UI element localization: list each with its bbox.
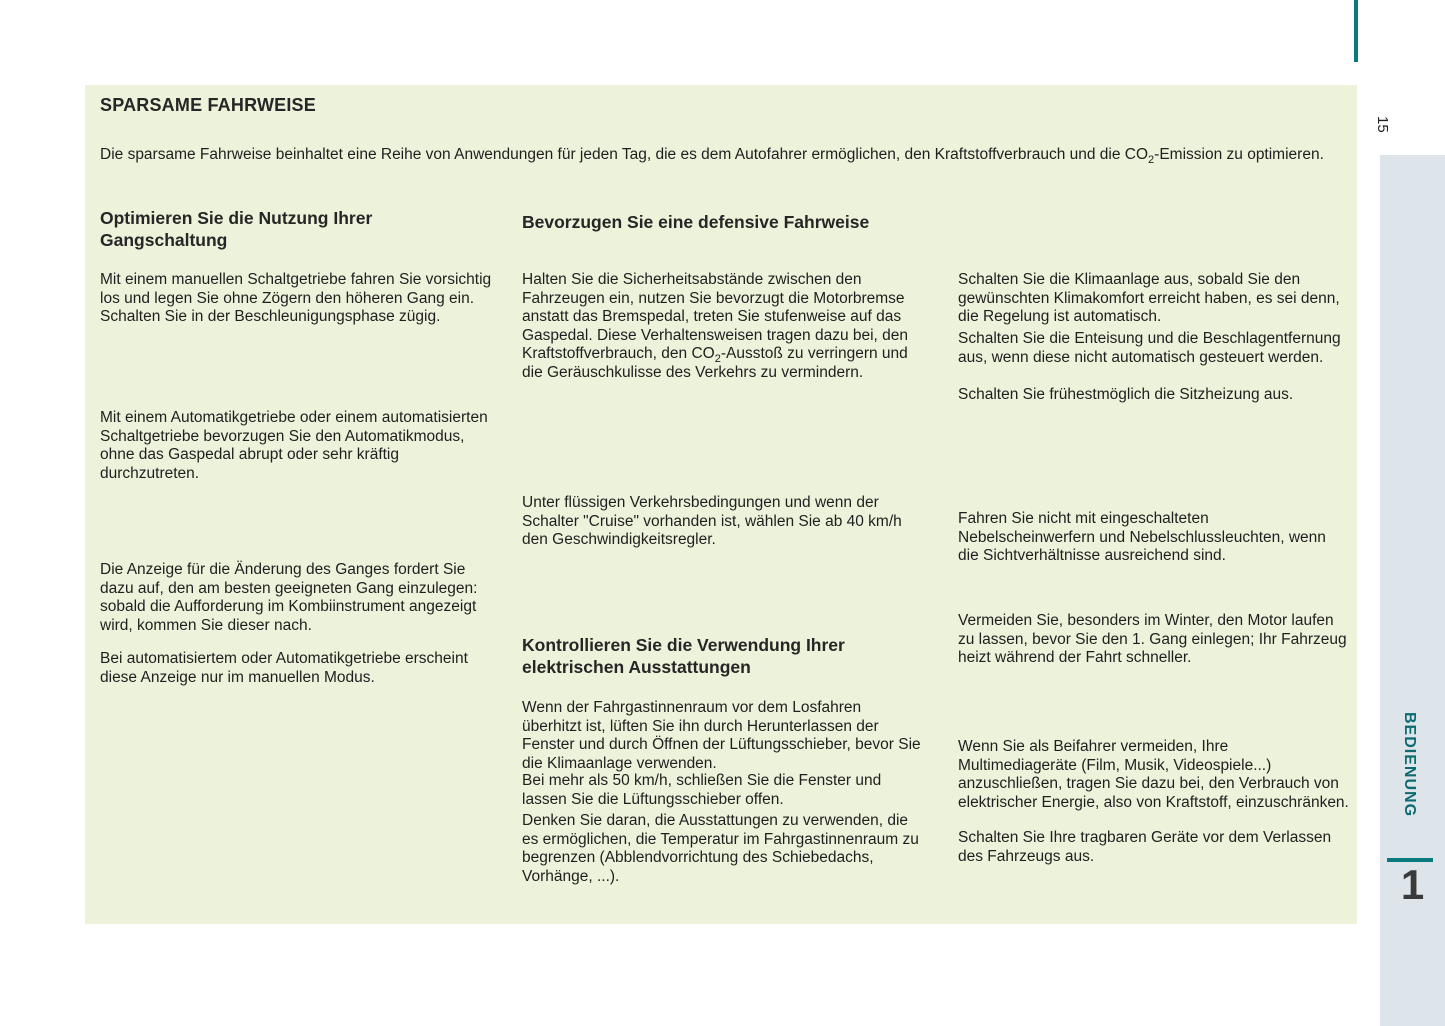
col2-paragraph-4: Bei mehr als 50 km/h, schließen Sie die Fenster und lassen Sie die Lüftungsschieber offen. — [522, 772, 882, 808]
col2-paragraph-1 — [522, 271, 922, 382]
co2-subscript: 2 — [1148, 154, 1155, 167]
col2-heading-2: Kontrollieren Sie die Verwendung Ihrer elektrischen Ausstattungen — [522, 635, 845, 677]
col2-paragraph-3: Wenn der Fahrgastinnenraum vor dem Losfahren überhitzt ist, lüften Sie ihn durch Herunterlassen der Fenster und durch Öffnen der Lüftungsschieber, bevor Sie die Klimaanlage verwenden. — [522, 699, 921, 772]
intro-text: Die sparsame Fahrweise beinhaltet eine Reihe von Anwendungen für jeden Tag, die es dem Autofahrer ermöglichen, den Kraftstoffverbrauch und die CO — [100, 146, 1149, 163]
col1-paragraph-3: Die Anzeige für die Änderung des Ganges fordert Sie dazu auf, den am besten geeigneten Gang einzulegen: sobald die Aufforderung im Kombiinstrument angezeigt wird, kommen Sie dieser nach. — [100, 561, 478, 634]
page-title: SPARSAME FAHRWEISE — [100, 95, 316, 115]
col1-heading: Optimieren Sie die Nutzung Ihrer Gangschaltung — [100, 208, 373, 250]
col2-paragraph-2: Unter flüssigen Verkehrsbedingungen und wenn der Schalter "Cruise" vorhanden ist, wählen Sie ab 40 km/h den Geschwindigkeitsregler. — [522, 494, 902, 548]
col1-paragraph-1: Mit einem manuellen Schaltgetriebe fahren Sie vorsichtig los und legen Sie ohne Zögern den höheren Gang ein. Schalten Sie in der Beschleunigungsphase zügig. — [100, 271, 492, 325]
col2-paragraph-1-text: Halten Sie die Sicherheitsabstände zwischen den Fahrzeugen ein, nutzen Sie bevorzugt die Motorbremse anstatt das Bremspedal, treten Sie stufenweise auf das Gaspedal. Diese Verhaltensweisen tragen dazu bei, den Kraftstoffverbrauch, den CO — [522, 271, 909, 362]
col1-paragraph-4: Bei automatisiertem oder Automatikgetriebe erscheint diese Anzeige nur im manuellen Modus. — [100, 650, 468, 686]
section-label: BEDIENUNG — [1401, 712, 1418, 818]
col3-paragraph-3: Schalten Sie frühestmöglich die Sitzheizung aus. — [958, 386, 1294, 403]
col3-paragraph-4: Fahren Sie nicht mit eingeschalteten Nebelscheinwerfern und Nebelschlussleuchten, wenn die Sichtverhältnisse ausreichend sind. — [958, 510, 1326, 564]
sidebar-strip — [1380, 155, 1445, 1026]
intro-paragraph — [100, 145, 1340, 167]
chapter-number: 1 — [1400, 861, 1425, 908]
col3-paragraph-1: Schalten Sie die Klimaanlage aus, sobald Sie den gewünschten Klimakomfort erreicht haben, es sei denn, die Regelung ist automatisch. — [958, 271, 1340, 325]
col3-paragraph-6: Wenn Sie als Beifahrer vermeiden, Ihre Multimediageräte (Film, Musik, Videospiele...) anzuschließen, tragen Sie dazu bei, den Verbrauch von elektrischer Energie, also von Kraftstoff, einzuschränken. — [958, 738, 1349, 811]
intro-text-cont: -Emission zu optimieren. — [1154, 146, 1324, 163]
col3-paragraph-5: Vermeiden Sie, besonders im Winter, den Motor laufen zu lassen, bevor Sie den 1. Gang einlegen; Ihr Fahrzeug heizt während der Fahrt schneller. — [958, 612, 1347, 666]
col3-paragraph-2: Schalten Sie die Enteisung und die Beschlagentfernung aus, wenn diese nicht automatisch gesteuert werden. — [958, 330, 1341, 366]
col3-paragraph-7: Schalten Sie Ihre tragbaren Geräte vor dem Verlassen des Fahrzeugs aus. — [958, 829, 1332, 865]
col1-paragraph-2: Mit einem Automatikgetriebe oder einem automatisierten Schaltgetriebe bevorzugen Sie den Automatikmodus, ohne das Gaspedal abrupt oder sehr kräftig durchzutreten. — [100, 409, 488, 482]
top-accent-line — [1354, 0, 1358, 62]
co2-subscript: 2 — [714, 353, 721, 366]
col2-paragraph-5: Denken Sie daran, die Ausstattungen zu verwenden, die es ermöglichen, die Temperatur im Fahrgastinnenraum zu begrenzen (Abblendvorrichtung des Schiebedachs, Vorhänge, ...). — [522, 812, 919, 885]
col2-paragraph-1-text-cont: -Ausstoß zu verringern und die Geräuschkulisse des Verkehrs zu vermindern. — [522, 345, 908, 381]
content-panel — [85, 85, 1357, 924]
side-page-number: 15 — [1374, 116, 1391, 133]
col2-heading-1: Bevorzugen Sie eine defensive Fahrweise — [522, 212, 870, 232]
